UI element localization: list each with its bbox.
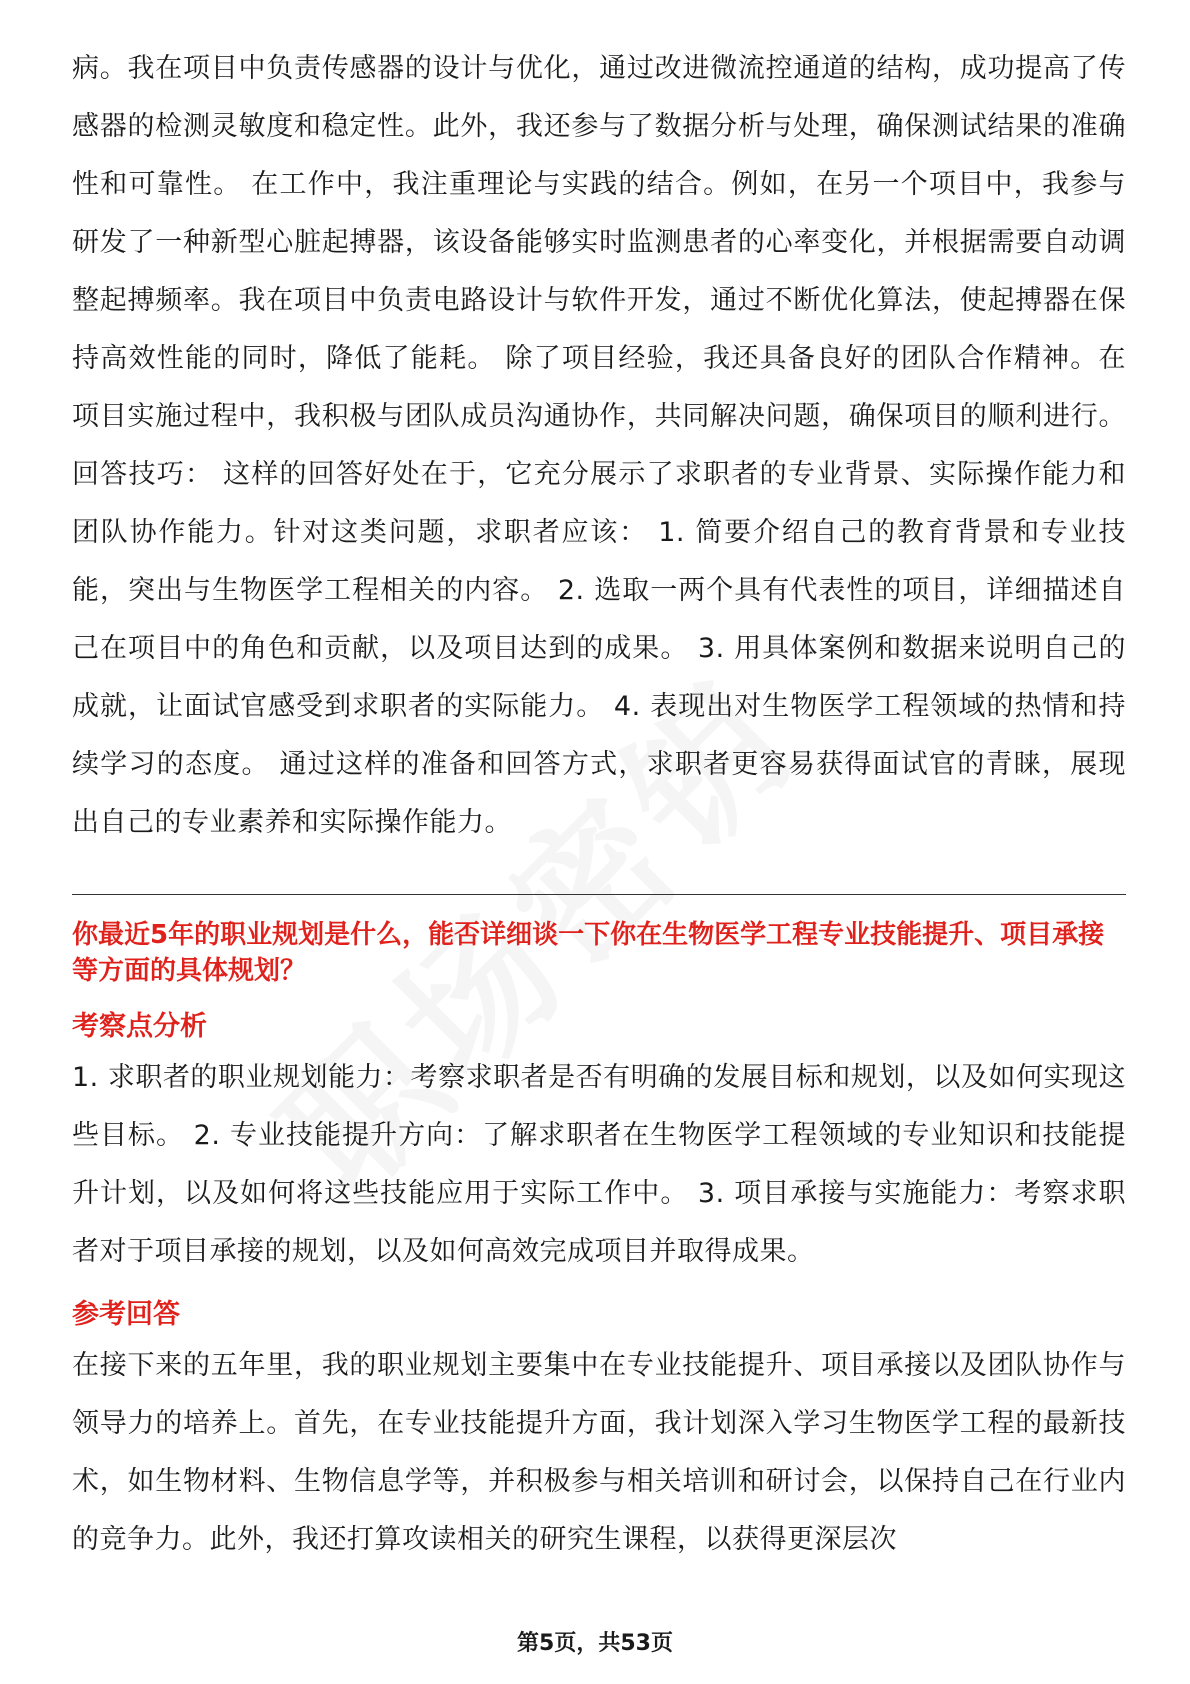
question-heading: 你最近5年的职业规划是什么，能否详细谈一下你在生物医学工程专业技能提升、项目承接等方面的具体规划？: [72, 920, 1105, 986]
answer-paragraph: 在接下来的五年里，我的职业规划主要集中在专业技能提升、项目承接以及团队协作与领导力的培养上。首先，在专业技能提升方面，我计划深入学习生物医学工程的最新技术，如生物材料、生物信息学等，并积极参与相关培训和研讨会，以保持自己在行业内的竞争力。此外，我还打算攻读相关的研究生课程，以获得更深层次: [72, 1350, 1126, 1555]
analysis-heading: 考察点分析: [72, 1011, 207, 1042]
document-page: [72, 40, 1126, 1569]
page-number: 第5页，共53页: [517, 1631, 673, 1656]
intro-paragraph: 病。我在项目中负责传感器的设计与优化，通过改进微流控通道的结构，成功提高了传感器的检测灵敏度和稳定性。此外，我还参与了数据分析与处理，确保测试结果的准确性和可靠性。 在工作中，我注重理论与实践的结合。例如，在另一个项目中，我参与研发了一种新型心脏起搏器，该设备能够实时监测患者的心率变化，并根据需要自动调整起搏频率。我在项目中负责电路设计与软件开发，通过不断优化算法，使起搏器在保持高效性能的同时，降低了能耗。 除了项目经验，我还具备良好的团队合作精神。在项目实施过程中，我积极与团队成员沟通协作，共同解决问题，确保项目的顺利进行。 回答技巧： 这样的回答好处在于，它充分展示了求职者的专业背景、实际操作能力和团队协作能力。针对这类问题，求职者应该： 1. 简要介绍自己的教育背景和专业技能，突出与生物医学工程相关的内容。 2. 选取一两个具有代表性的项目，详细描述自己在项目中的角色和贡献，以及项目达到的成果。 3. 用具体案例和数据来说明自己的成就，让面试官感受到求职者的实际能力。 4. 表现出对生物医学工程领域的热情和持续学习的态度。 通过这样的准备和回答方式，求职者更容易获得面试官的青睐，展现出自己的专业素养和实际操作能力。: [72, 53, 1126, 838]
answer-heading: 参考回答: [72, 1299, 180, 1330]
analysis-paragraph: 1. 求职者的职业规划能力：考察求职者是否有明确的发展目标和规划，以及如何实现这些目标。 2. 专业技能提升方向：了解求职者在生物医学工程领域的专业知识和技能提升计划，以及如何将这些技能应用于实际工作中。 3. 项目承接与实施能力：考察求职者对于项目承接的规划，以及如何高效完成项目并取得成果。: [72, 1062, 1126, 1267]
section-divider: [72, 894, 1126, 895]
